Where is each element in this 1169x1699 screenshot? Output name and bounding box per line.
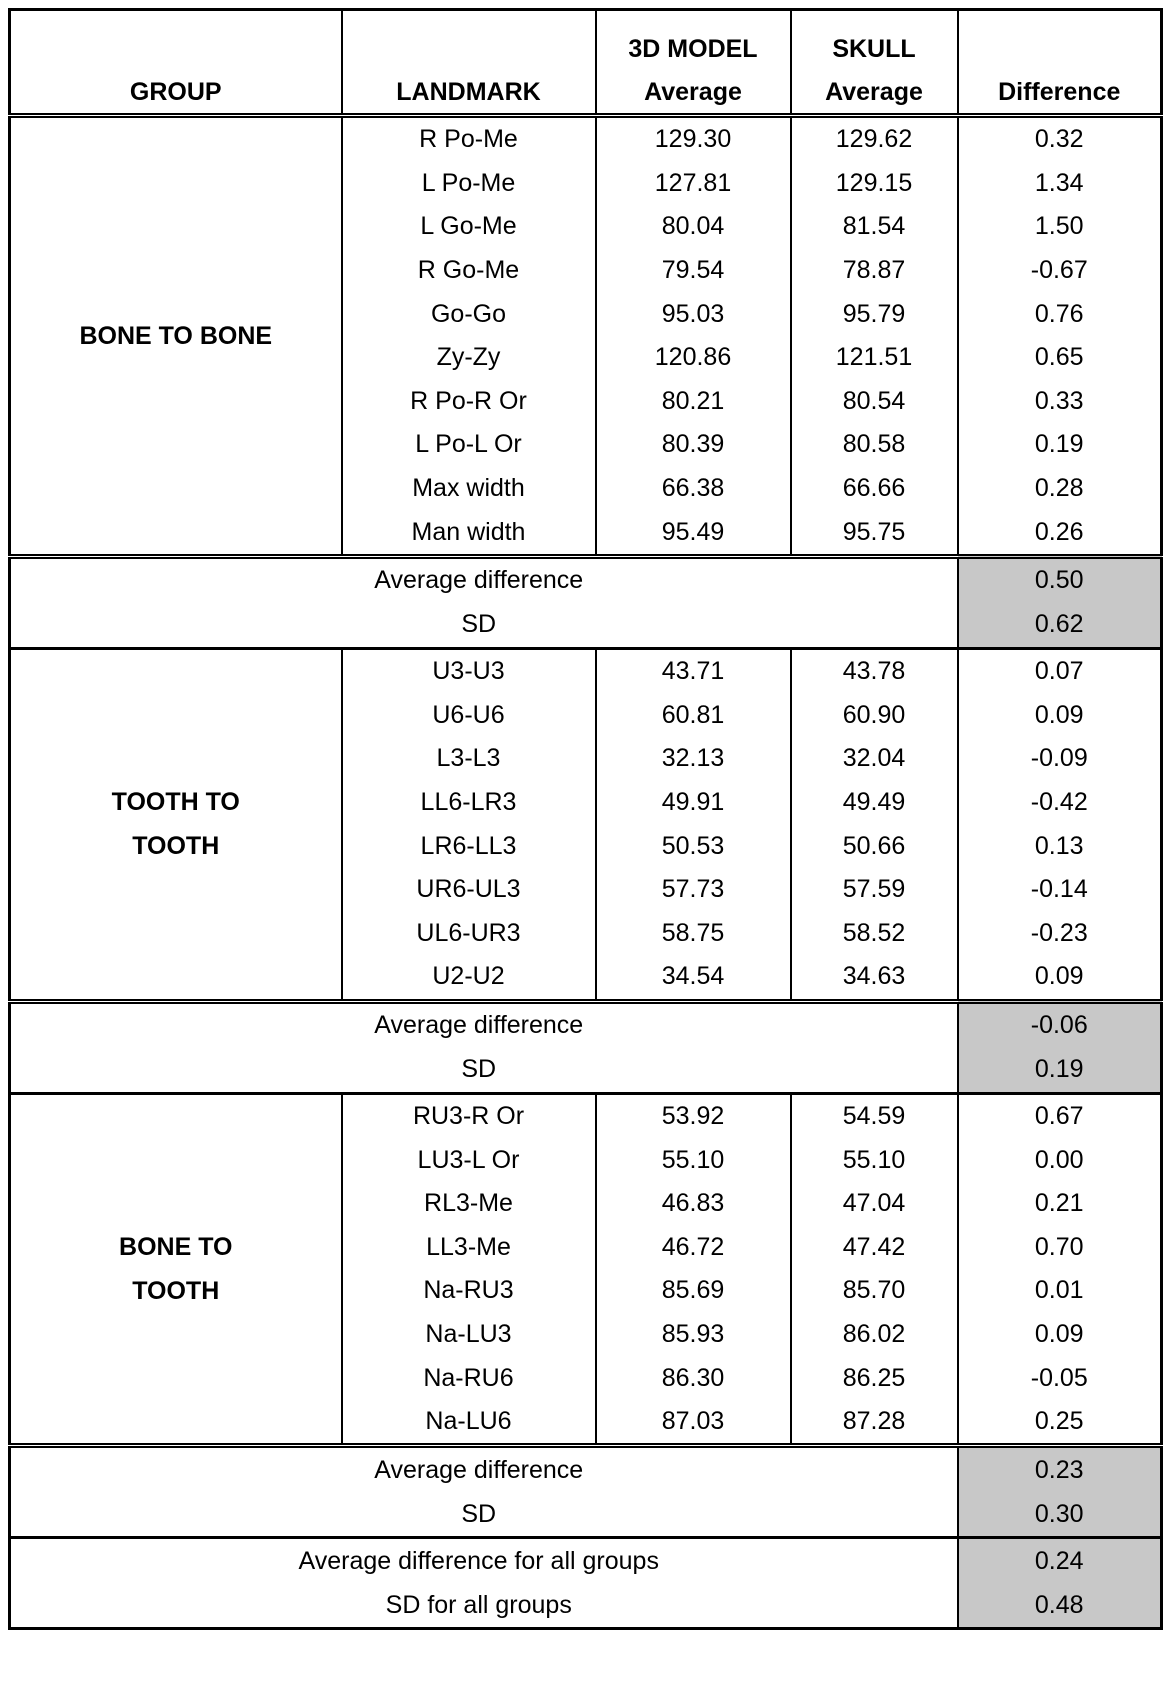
difference-cell: -0.05 [958, 1356, 1162, 1400]
header-difference: Difference [958, 10, 1162, 116]
difference-cell: 0.70 [958, 1225, 1162, 1269]
model-average-cell: 46.72 [596, 1225, 791, 1269]
average-difference-label: Average difference [374, 1011, 584, 1040]
landmark-cell: Max width [342, 467, 596, 511]
model-average-cell: 87.03 [596, 1400, 791, 1446]
difference-cell: -0.09 [958, 737, 1162, 781]
group-name-line2: TOOTH [132, 832, 220, 861]
skull-average-cell: 49.49 [791, 781, 958, 825]
overall-average-value: 0.24 [958, 1538, 1162, 1584]
difference-cell: 0.07 [958, 648, 1162, 693]
skull-average-cell: 34.63 [791, 955, 958, 1001]
sd-value: 0.19 [958, 1048, 1162, 1094]
group-name-cell [10, 116, 342, 557]
skull-average-cell: 58.52 [791, 912, 958, 956]
model-average-cell: 49.91 [596, 781, 791, 825]
sd-label: SD [10, 1048, 958, 1094]
landmark-cell: Zy-Zy [342, 336, 596, 380]
model-average-cell: 79.54 [596, 249, 791, 293]
average-difference-row [10, 556, 1162, 603]
sd-row [10, 603, 1162, 649]
overall-average-row [10, 1538, 1162, 1584]
model-average-cell: 58.75 [596, 912, 791, 956]
overall-sd-value: 0.48 [958, 1583, 1162, 1629]
group-name-line2: TOOTH [132, 1277, 220, 1306]
skull-average-cell: 55.10 [791, 1138, 958, 1182]
skull-average-cell: 129.62 [791, 116, 958, 162]
average-difference-row [10, 1446, 1162, 1493]
skull-average-cell: 47.04 [791, 1182, 958, 1226]
landmark-cell: R Po-Me [342, 116, 596, 162]
difference-cell: 0.09 [958, 955, 1162, 1001]
group-name-line1: BONE TO BONE [79, 321, 273, 350]
model-average-cell: 55.10 [596, 1138, 791, 1182]
skull-average-cell: 81.54 [791, 205, 958, 249]
landmark-cell: L Po-L Or [342, 423, 596, 467]
sd-row [10, 1492, 1162, 1538]
group-name-cell [10, 648, 342, 1001]
sd-label: SD [10, 603, 958, 649]
table-header [10, 10, 1162, 116]
landmark-cell: UL6-UR3 [342, 912, 596, 956]
model-average-cell: 85.93 [596, 1313, 791, 1357]
difference-cell: 0.00 [958, 1138, 1162, 1182]
difference-cell: 1.50 [958, 205, 1162, 249]
header-skull-line2: Average [825, 78, 923, 106]
overall-sd-row [10, 1583, 1162, 1629]
landmark-cell: U3-U3 [342, 648, 596, 693]
model-average-cell: 80.21 [596, 380, 791, 424]
skull-average-cell: 54.59 [791, 1093, 958, 1138]
model-average-cell: 80.04 [596, 205, 791, 249]
average-difference-row [10, 1001, 1162, 1048]
average-difference-value: 0.50 [958, 556, 1162, 603]
header-3d-model-line2: Average [644, 78, 742, 106]
table-row [10, 648, 1162, 693]
difference-cell: 0.65 [958, 336, 1162, 380]
measurement-table-container [8, 8, 1160, 1690]
group-name-line1: BONE TO [119, 1233, 233, 1262]
difference-cell: -0.14 [958, 868, 1162, 912]
landmark-cell: LL3-Me [342, 1225, 596, 1269]
difference-cell: 0.26 [958, 510, 1162, 556]
model-average-cell: 34.54 [596, 955, 791, 1001]
difference-cell: 0.76 [958, 292, 1162, 336]
landmark-cell: Man width [342, 510, 596, 556]
skull-average-cell: 50.66 [791, 824, 958, 868]
landmark-cell: L Go-Me [342, 205, 596, 249]
skull-average-cell: 87.28 [791, 1400, 958, 1446]
skull-average-cell: 32.04 [791, 737, 958, 781]
model-average-cell: 80.39 [596, 423, 791, 467]
difference-cell: 0.67 [958, 1093, 1162, 1138]
landmark-cell: Na-LU3 [342, 1313, 596, 1357]
model-average-cell: 86.30 [596, 1356, 791, 1400]
difference-cell: 0.32 [958, 116, 1162, 162]
model-average-cell: 53.92 [596, 1093, 791, 1138]
difference-cell: 0.33 [958, 380, 1162, 424]
landmark-cell: LU3-L Or [342, 1138, 596, 1182]
skull-average-cell: 47.42 [791, 1225, 958, 1269]
overall-average-label: Average difference for all groups [298, 1546, 659, 1575]
model-average-cell: 50.53 [596, 824, 791, 868]
landmark-cell: R Go-Me [342, 249, 596, 293]
landmark-cell: U2-U2 [342, 955, 596, 1001]
landmark-cell: Na-RU6 [342, 1356, 596, 1400]
skull-average-cell: 86.25 [791, 1356, 958, 1400]
sd-value: 0.30 [958, 1492, 1162, 1538]
landmark-cell: U6-U6 [342, 694, 596, 738]
landmark-comparison-table [8, 8, 1163, 1630]
skull-average-cell: 66.66 [791, 467, 958, 511]
difference-cell: 0.01 [958, 1269, 1162, 1313]
table-row [10, 116, 1162, 162]
average-difference-label: Average difference [374, 1455, 584, 1484]
header-row [10, 10, 1162, 116]
skull-average-cell: 121.51 [791, 336, 958, 380]
skull-average-cell: 95.79 [791, 292, 958, 336]
model-average-cell: 43.71 [596, 648, 791, 693]
skull-average-cell: 85.70 [791, 1269, 958, 1313]
model-average-cell: 66.38 [596, 467, 791, 511]
landmark-cell: LR6-LL3 [342, 824, 596, 868]
model-average-cell: 57.73 [596, 868, 791, 912]
difference-cell: -0.23 [958, 912, 1162, 956]
landmark-cell: L3-L3 [342, 737, 596, 781]
average-difference-label: Average difference [374, 566, 584, 595]
landmark-cell: LL6-LR3 [342, 781, 596, 825]
difference-cell: 0.09 [958, 1313, 1162, 1357]
table-body [10, 116, 1162, 1629]
difference-cell: 0.25 [958, 1400, 1162, 1446]
model-average-cell: 129.30 [596, 116, 791, 162]
difference-cell: 0.28 [958, 467, 1162, 511]
landmark-cell: L Po-Me [342, 162, 596, 206]
skull-average-cell: 80.58 [791, 423, 958, 467]
model-average-cell: 95.49 [596, 510, 791, 556]
model-average-cell: 95.03 [596, 292, 791, 336]
landmark-cell: Na-RU3 [342, 1269, 596, 1313]
model-average-cell: 85.69 [596, 1269, 791, 1313]
table-row [10, 1093, 1162, 1138]
model-average-cell: 60.81 [596, 694, 791, 738]
skull-average-cell: 80.54 [791, 380, 958, 424]
skull-average-cell: 129.15 [791, 162, 958, 206]
difference-cell: 0.09 [958, 694, 1162, 738]
difference-cell: -0.67 [958, 249, 1162, 293]
difference-cell: -0.42 [958, 781, 1162, 825]
model-average-cell: 127.81 [596, 162, 791, 206]
skull-average-cell: 57.59 [791, 868, 958, 912]
model-average-cell: 120.86 [596, 336, 791, 380]
difference-cell: 0.13 [958, 824, 1162, 868]
average-difference-value: -0.06 [958, 1001, 1162, 1048]
landmark-cell: UR6-UL3 [342, 868, 596, 912]
skull-average-cell: 86.02 [791, 1313, 958, 1357]
header-3d-model-average [596, 10, 791, 116]
header-group: GROUP [10, 10, 342, 116]
header-skull-average [791, 10, 958, 116]
group-name-line1: TOOTH TO [111, 788, 240, 817]
landmark-cell: Na-LU6 [342, 1400, 596, 1446]
group-name-cell [10, 1093, 342, 1446]
overall-sd-label: SD for all groups [385, 1590, 572, 1619]
header-3d-model-line1: 3D MODEL [628, 35, 758, 63]
skull-average-cell: 95.75 [791, 510, 958, 556]
landmark-cell: RU3-R Or [342, 1093, 596, 1138]
header-skull-line1: SKULL [832, 35, 916, 63]
sd-value: 0.62 [958, 603, 1162, 649]
sd-row [10, 1048, 1162, 1094]
landmark-cell: R Po-R Or [342, 380, 596, 424]
skull-average-cell: 78.87 [791, 249, 958, 293]
average-difference-value: 0.23 [958, 1446, 1162, 1493]
skull-average-cell: 43.78 [791, 648, 958, 693]
skull-average-cell: 60.90 [791, 694, 958, 738]
header-landmark: LANDMARK [342, 10, 596, 116]
landmark-cell: RL3-Me [342, 1182, 596, 1226]
sd-label: SD [10, 1492, 958, 1538]
difference-cell: 0.21 [958, 1182, 1162, 1226]
model-average-cell: 32.13 [596, 737, 791, 781]
landmark-cell: Go-Go [342, 292, 596, 336]
model-average-cell: 46.83 [596, 1182, 791, 1226]
difference-cell: 1.34 [958, 162, 1162, 206]
difference-cell: 0.19 [958, 423, 1162, 467]
